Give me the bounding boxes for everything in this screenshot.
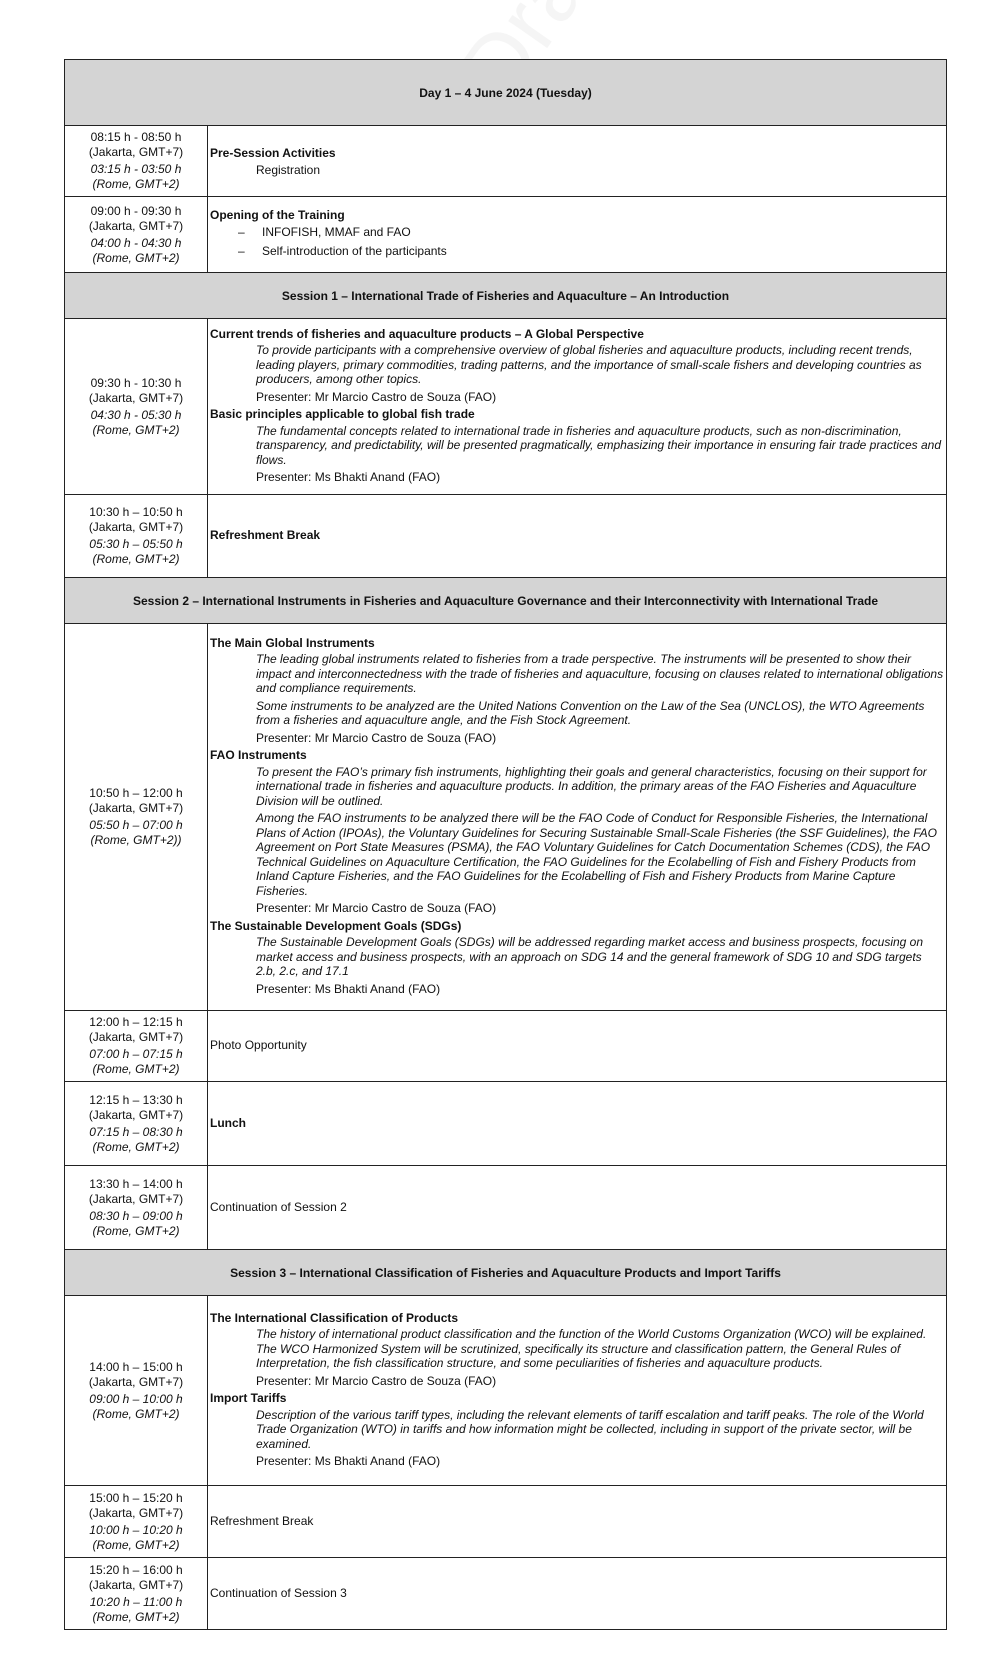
topic-title: The Sustainable Development Goals (SDGs) bbox=[210, 918, 462, 933]
agenda-page bbox=[64, 59, 946, 1630]
activity-cell bbox=[208, 1486, 947, 1558]
activity-title: Photo Opportunity bbox=[210, 1038, 307, 1053]
day-header-row bbox=[65, 60, 947, 126]
time-cell bbox=[65, 624, 208, 1011]
rome-time: 10:00 h – 10:20 h bbox=[89, 1522, 183, 1537]
topic-title: The Main Global Instruments bbox=[210, 635, 375, 650]
time-cell bbox=[65, 126, 208, 197]
time-cell bbox=[65, 197, 208, 273]
jakarta-time: 15:20 h – 16:00 h bbox=[89, 1562, 183, 1577]
agenda-row-lunch bbox=[65, 1082, 947, 1166]
session-header-row bbox=[65, 578, 947, 624]
jakarta-zone: (Jakarta, GMT+7) bbox=[88, 390, 184, 405]
rome-time: 03:15 h - 03:50 h bbox=[90, 162, 182, 176]
jakarta-time: 09:00 h - 09:30 h bbox=[90, 203, 182, 218]
rome-zone: (Rome, GMT+2) bbox=[92, 552, 180, 566]
rome-time: 05:50 h – 07:00 h bbox=[89, 818, 183, 832]
rome-zone: (Rome, GMT+2)) bbox=[90, 833, 182, 847]
rome-time: 07:15 h – 08:30 h bbox=[89, 1124, 183, 1139]
jakarta-zone: (Jakarta, GMT+7) bbox=[88, 218, 184, 233]
presenter: Presenter: Ms Bhakti Anand (FAO) bbox=[256, 470, 441, 484]
rome-zone: (Rome, GMT+2) bbox=[92, 1406, 180, 1421]
agenda-row-session-1 bbox=[65, 319, 947, 495]
time-cell bbox=[65, 319, 208, 495]
jakarta-time: 08:15 h - 08:50 h bbox=[90, 130, 182, 144]
presenter: Presenter: Mr Marcio Castro de Souza (FAO) bbox=[256, 1373, 497, 1388]
rome-time: 05:30 h – 05:50 h bbox=[89, 537, 183, 551]
rome-zone: (Rome, GMT+2) bbox=[92, 1609, 180, 1624]
presenter: Presenter: Ms Bhakti Anand (FAO) bbox=[256, 981, 441, 996]
topic-title: Basic principles applicable to global fish trade bbox=[210, 407, 475, 421]
rome-zone: (Rome, GMT+2) bbox=[92, 1537, 180, 1552]
presenter: Presenter: Mr Marcio Castro de Souza (FAO) bbox=[256, 901, 497, 916]
rome-time: 08:30 h – 09:00 h bbox=[89, 1208, 183, 1223]
session-header-row bbox=[65, 273, 947, 319]
activity-title: Pre-Session Activities bbox=[210, 146, 336, 160]
session-3-title: Session 3 – International Classification of Fisheries and Aquaculture Products and Import Tariffs bbox=[65, 1250, 947, 1296]
activity-cell bbox=[208, 1011, 947, 1082]
jakarta-zone: (Jakarta, GMT+7) bbox=[88, 1107, 184, 1122]
time-cell bbox=[65, 1296, 208, 1486]
rome-zone: (Rome, GMT+2) bbox=[92, 1062, 180, 1076]
jakarta-zone: (Jakarta, GMT+7) bbox=[88, 1374, 184, 1389]
activity-cell bbox=[208, 197, 947, 273]
agenda-row-continuation-3 bbox=[65, 1558, 947, 1630]
dash-marker: – bbox=[238, 225, 245, 240]
agenda-row-session-3 bbox=[65, 1296, 947, 1486]
agenda-row-session-2 bbox=[65, 624, 947, 1011]
rome-time: 10:20 h – 11:00 h bbox=[89, 1594, 183, 1609]
activity-cell bbox=[208, 1296, 947, 1486]
topic-description: The Sustainable Development Goals (SDGs) will be addressed regarding market access and business prospects, focusing on market access and business prospects, with an approach on SDG 14 and the general framework of SDG 10 and SDG targets 2.b, 2.c, and 17.1 bbox=[256, 935, 924, 979]
rome-time: 04:30 h - 05:30 h bbox=[90, 407, 182, 422]
topic-title: The International Classification of Products bbox=[210, 1310, 459, 1325]
dash-marker: – bbox=[238, 243, 245, 258]
jakarta-time: 13:30 h – 14:00 h bbox=[89, 1176, 183, 1191]
list-item bbox=[238, 244, 944, 259]
session-2-title: Session 2 – International Instruments in Fisheries and Aquaculture Governance and their Interconnectivity with International Trade bbox=[65, 578, 947, 624]
topic-description: The leading global instruments related to fisheries from a trade perspective. The instruments will be presented to show their impact and interconnectedness with the trade of fisheries and aquaculture, focusing on clauses related to international obligations and compliance requirements. bbox=[256, 652, 944, 696]
agenda-row-continuation-2 bbox=[65, 1166, 947, 1250]
jakarta-time: 10:30 h – 10:50 h bbox=[89, 505, 183, 519]
jakarta-time: 09:30 h - 10:30 h bbox=[90, 375, 182, 390]
session-header-row bbox=[65, 1250, 947, 1296]
rome-zone: (Rome, GMT+2) bbox=[92, 177, 180, 191]
agenda-row-pre-session bbox=[65, 126, 947, 197]
activity-cell bbox=[208, 1082, 947, 1166]
time-cell bbox=[65, 1082, 208, 1166]
topic-title: Import Tariffs bbox=[210, 1391, 287, 1405]
jakarta-zone: (Jakarta, GMT+7) bbox=[88, 145, 184, 159]
activity-title: Continuation of Session 3 bbox=[210, 1585, 347, 1600]
list-item-text: INFOFISH, MMAF and FAO bbox=[262, 225, 411, 240]
topic-title: FAO Instruments bbox=[210, 748, 307, 763]
topic-description: Some instruments to be analyzed are the United Nations Convention on the Law of the Sea (UNCLOS), the WTO Agreements from a fisheries and aquaculture angle, and the Fish Stock Agreement. bbox=[256, 698, 925, 728]
topic-description: The fundamental concepts related to international trade in fisheries and aquaculture products, such as non-discrimination, transparency, and predictability, will be presented pragmatically, emphasizing their importance in ensuring fair trade practices and flows. bbox=[256, 423, 942, 467]
rome-zone: (Rome, GMT+2) bbox=[92, 1139, 180, 1154]
jakarta-zone: (Jakarta, GMT+7) bbox=[88, 1577, 184, 1592]
time-cell bbox=[65, 1486, 208, 1558]
list-item bbox=[238, 225, 944, 240]
agenda-row-break-2 bbox=[65, 1486, 947, 1558]
jakarta-zone: (Jakarta, GMT+7) bbox=[88, 520, 184, 534]
day-title: Day 1 – 4 June 2024 (Tuesday) bbox=[65, 60, 947, 126]
activity-cell bbox=[208, 495, 947, 578]
activity-title: Opening of the Training bbox=[210, 207, 345, 222]
jakarta-zone: (Jakarta, GMT+7) bbox=[88, 1191, 184, 1206]
presenter: Presenter: Mr Marcio Castro de Souza (FAO) bbox=[256, 389, 497, 404]
topic-title: Current trends of fisheries and aquaculture products – A Global Perspective bbox=[210, 326, 644, 341]
activity-cell bbox=[208, 624, 947, 1011]
agenda-row-opening bbox=[65, 197, 947, 273]
agenda-row-photo bbox=[65, 1011, 947, 1082]
activity-title: Refreshment Break bbox=[210, 1513, 314, 1528]
topic-description: Among the FAO instruments to be analyzed there will be the FAO Code of Conduct for Responsible Fisheries, the International Plans of Action (IPOAs), the Voluntary Guidelines for Securing Sustainable Small-Scale Fisheries (the SSF Guidelines), the FAO Agreement on Port State Measures (PSMA), the FAO Voluntary Guidelines for Catch Documentation Schemes (CDS), the FAO Technical Guidelines on Aquaculture Certification, the FAO Guidelines for the Ecolabelling of Fish and Fishery Products from Inland Capture Fisheries, and the FAO Guidelines for the Ecolabelling of Fish and Fishery Products from Marine Capture Fisheries. bbox=[256, 811, 937, 898]
activity-title: Continuation of Session 2 bbox=[210, 1199, 347, 1214]
topic-description: The history of international product classification and the function of the World Customs Organization (WCO) will be explained. The WCO Harmonized System will be scrutinized, specifically its structure and classification pattern, the General Rules of Interpretation, the fish classification structure, and some peculiarities of fisheries and aquaculture products. bbox=[256, 1327, 927, 1370]
activity-cell bbox=[208, 319, 947, 495]
agenda-row-break bbox=[65, 495, 947, 578]
jakarta-zone: (Jakarta, GMT+7) bbox=[88, 1030, 184, 1044]
time-cell bbox=[65, 1166, 208, 1250]
rome-zone: (Rome, GMT+2) bbox=[92, 422, 180, 437]
activity-title: Refreshment Break bbox=[210, 528, 321, 543]
activity-cell bbox=[208, 1558, 947, 1630]
jakarta-time: 15:00 h – 15:20 h bbox=[89, 1490, 183, 1505]
jakarta-time: 10:50 h – 12:00 h bbox=[89, 786, 183, 800]
jakarta-time: 12:15 h – 13:30 h bbox=[89, 1092, 183, 1107]
activity-text: Registration bbox=[256, 162, 321, 177]
activity-cell bbox=[208, 126, 947, 197]
presenter: Presenter: Mr Marcio Castro de Souza (FAO) bbox=[256, 730, 497, 745]
rome-zone: (Rome, GMT+2) bbox=[92, 250, 180, 265]
jakarta-zone: (Jakarta, GMT+7) bbox=[88, 1505, 184, 1520]
topic-description: Description of the various tariff types, including the relevant elements of tariff escalation and tariff peaks. The role of the World Trade Organization (WTO) in tariffs and how information might be collected, including in support of the private sector, will be examined. bbox=[256, 1407, 924, 1451]
time-cell bbox=[65, 1011, 208, 1082]
jakarta-time: 14:00 h – 15:00 h bbox=[89, 1359, 183, 1374]
topic-description: To provide participants with a comprehensive overview of global fisheries and aquaculture products, including recent trends, leading players, primary commodities, trading patterns, and the importance of small-scale fishers and developing countries as producers, among other topics. bbox=[256, 343, 922, 386]
rome-time: 04:00 h - 04:30 h bbox=[90, 235, 182, 250]
bullet-list bbox=[210, 225, 944, 258]
session-1-title: Session 1 – International Trade of Fisheries and Aquaculture – An Introduction bbox=[65, 273, 947, 319]
rome-time: 09:00 h – 10:00 h bbox=[89, 1391, 183, 1406]
topic-description: To present the FAO’s primary fish instruments, highlighting their goals and general characteristics, focusing on their support for international trade in fisheries and aquaculture products. In addition, the primary areas of the FAO Fisheries and Aquaculture Division will be outlined. bbox=[256, 764, 927, 808]
time-cell bbox=[65, 1558, 208, 1630]
time-cell bbox=[65, 495, 208, 578]
list-item-text: Self-introduction of the participants bbox=[262, 243, 447, 258]
rome-zone: (Rome, GMT+2) bbox=[92, 1223, 180, 1238]
activity-title: Lunch bbox=[210, 1115, 246, 1130]
presenter: Presenter: Ms Bhakti Anand (FAO) bbox=[256, 1454, 441, 1468]
agenda-table bbox=[64, 59, 947, 1630]
rome-time: 07:00 h – 07:15 h bbox=[89, 1047, 183, 1061]
jakarta-zone: (Jakarta, GMT+7) bbox=[88, 801, 184, 815]
jakarta-time: 12:00 h – 12:15 h bbox=[89, 1015, 183, 1029]
activity-cell bbox=[208, 1166, 947, 1250]
